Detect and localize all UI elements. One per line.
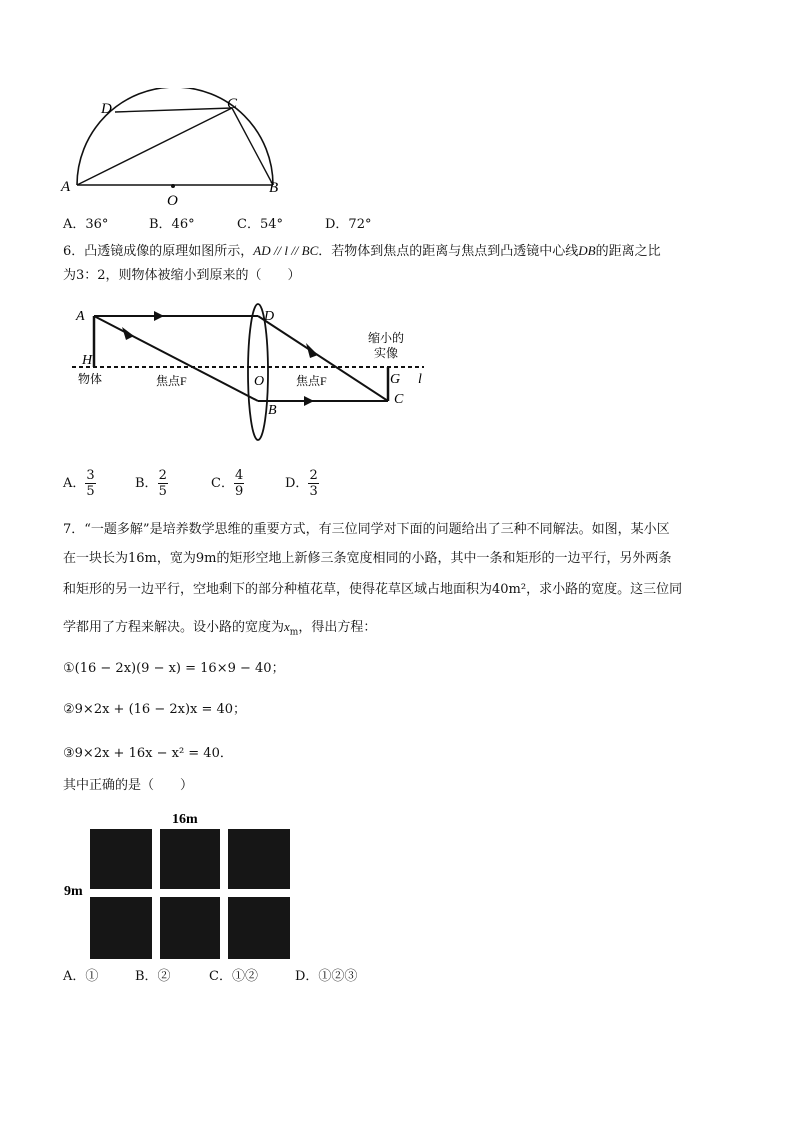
label-g: G [390, 372, 401, 387]
q6-parallel-expr: AD // l // BC [253, 243, 319, 258]
q6-option-a: A． $\frac{3}{5}$ [63, 468, 95, 499]
center-point-o [171, 184, 175, 188]
q7-equation-3: ③9×2x + 16x − x² = 40． [63, 746, 233, 761]
label-9m: 9m [64, 884, 83, 899]
q7-field-figure [58, 805, 298, 965]
label-c: C [227, 96, 238, 112]
q7-option-a: A．① [63, 969, 99, 984]
q6-lens-figure [72, 298, 432, 448]
q6-options [63, 466, 319, 506]
q7-equation-2: ②9×2x + (16 − 2x)x = 40； [63, 702, 247, 717]
label-h: H [82, 353, 93, 368]
q6-option-d: D． $\frac{2}{3}$ [285, 468, 318, 499]
q6-option-c: C． $\frac{4}{9}$ [211, 468, 244, 499]
label-b: B [269, 180, 279, 196]
q5-option-b: B．46° [149, 217, 195, 232]
label-d: D [264, 309, 275, 324]
horizontal-path [90, 889, 290, 897]
q7-option-d: D．①②③ [295, 969, 358, 984]
arrow-ad [154, 311, 164, 321]
label-o: O [254, 374, 265, 389]
label-image-line2: 实像 [374, 346, 399, 360]
label-image-line1: 缩小的 [368, 331, 405, 345]
q7-option-b: B．② [135, 969, 171, 984]
q7-stem-line2: 在一块长为16m，宽为9m的矩形空地上新修三条宽度相同的小路，其中一条和矩形的一边平行，另外两条 [63, 551, 672, 566]
label-b: B [268, 403, 277, 418]
q6-option-b: B． $\frac{2}{5}$ [135, 468, 167, 499]
q7-unit-m: m [289, 627, 299, 638]
q7-text-d: ，得出方程： [298, 620, 377, 635]
q7-stem-line3: 和矩形的另一边平行，空地剩下的部分种植花草，使得花草区域占地面积为40m²，求小路的宽度。这三位同 [63, 582, 683, 597]
chord-cb [232, 108, 273, 185]
arrow-ab [122, 327, 134, 340]
q7-stem-line1: 7．“一题多解”是培养数学思维的重要方式，有三位同学对下面的问题给出了三种不同解法。如图，某小区 [63, 522, 670, 537]
q7-equation-1: ①(16 − 2x)(9 − x) = 16×9 − 40； [63, 661, 285, 676]
label-16m: 16m [172, 812, 198, 827]
arrow-bc [304, 396, 314, 406]
q7-text-a: 学都用了方程来解决。设小路的宽度为 [63, 620, 285, 635]
q5-option-c: C．54° [237, 217, 283, 232]
q6-stem-line2: 为3：2，则物体被缩小到原来的（ ） [63, 268, 301, 283]
q6-line-db: DB [578, 243, 596, 258]
q7-question: 其中正确的是（ ） [63, 778, 194, 793]
label-focus-left: 焦点F [156, 374, 187, 388]
label-c: C [394, 392, 404, 407]
q5-option-d: D．72° [325, 217, 372, 232]
label-l: l [418, 372, 422, 387]
q7-options [63, 968, 357, 986]
ray-ab [94, 316, 258, 401]
label-d: D [101, 101, 112, 117]
label-focus-right: 焦点F [296, 374, 327, 388]
q6-text-c: ．若物体到焦点的距离与焦点到凸透镜中心线 [318, 244, 579, 259]
label-a: A [76, 309, 85, 324]
arrow-dc [306, 343, 318, 358]
q6-text-a: 6．凸透镜成像的原理如图所示， [63, 244, 254, 259]
q6-text-e: 的距离之比 [595, 244, 661, 259]
chord-ac [77, 108, 232, 185]
chord-dc [115, 108, 232, 112]
q7-stem-line4 [63, 618, 376, 642]
label-object: 物体 [78, 372, 103, 386]
ray-dc [258, 316, 388, 401]
q5-semicircle-figure [55, 88, 295, 208]
q5-option-a: A．36° [63, 217, 109, 232]
q5-options [63, 216, 371, 234]
q7-option-c: C．①② [209, 969, 258, 984]
q6-stem-line1 [63, 242, 661, 261]
q7-var-x: x [284, 619, 290, 634]
label-a: A [61, 179, 71, 195]
label-o: O [167, 193, 178, 208]
convex-lens [248, 304, 268, 440]
